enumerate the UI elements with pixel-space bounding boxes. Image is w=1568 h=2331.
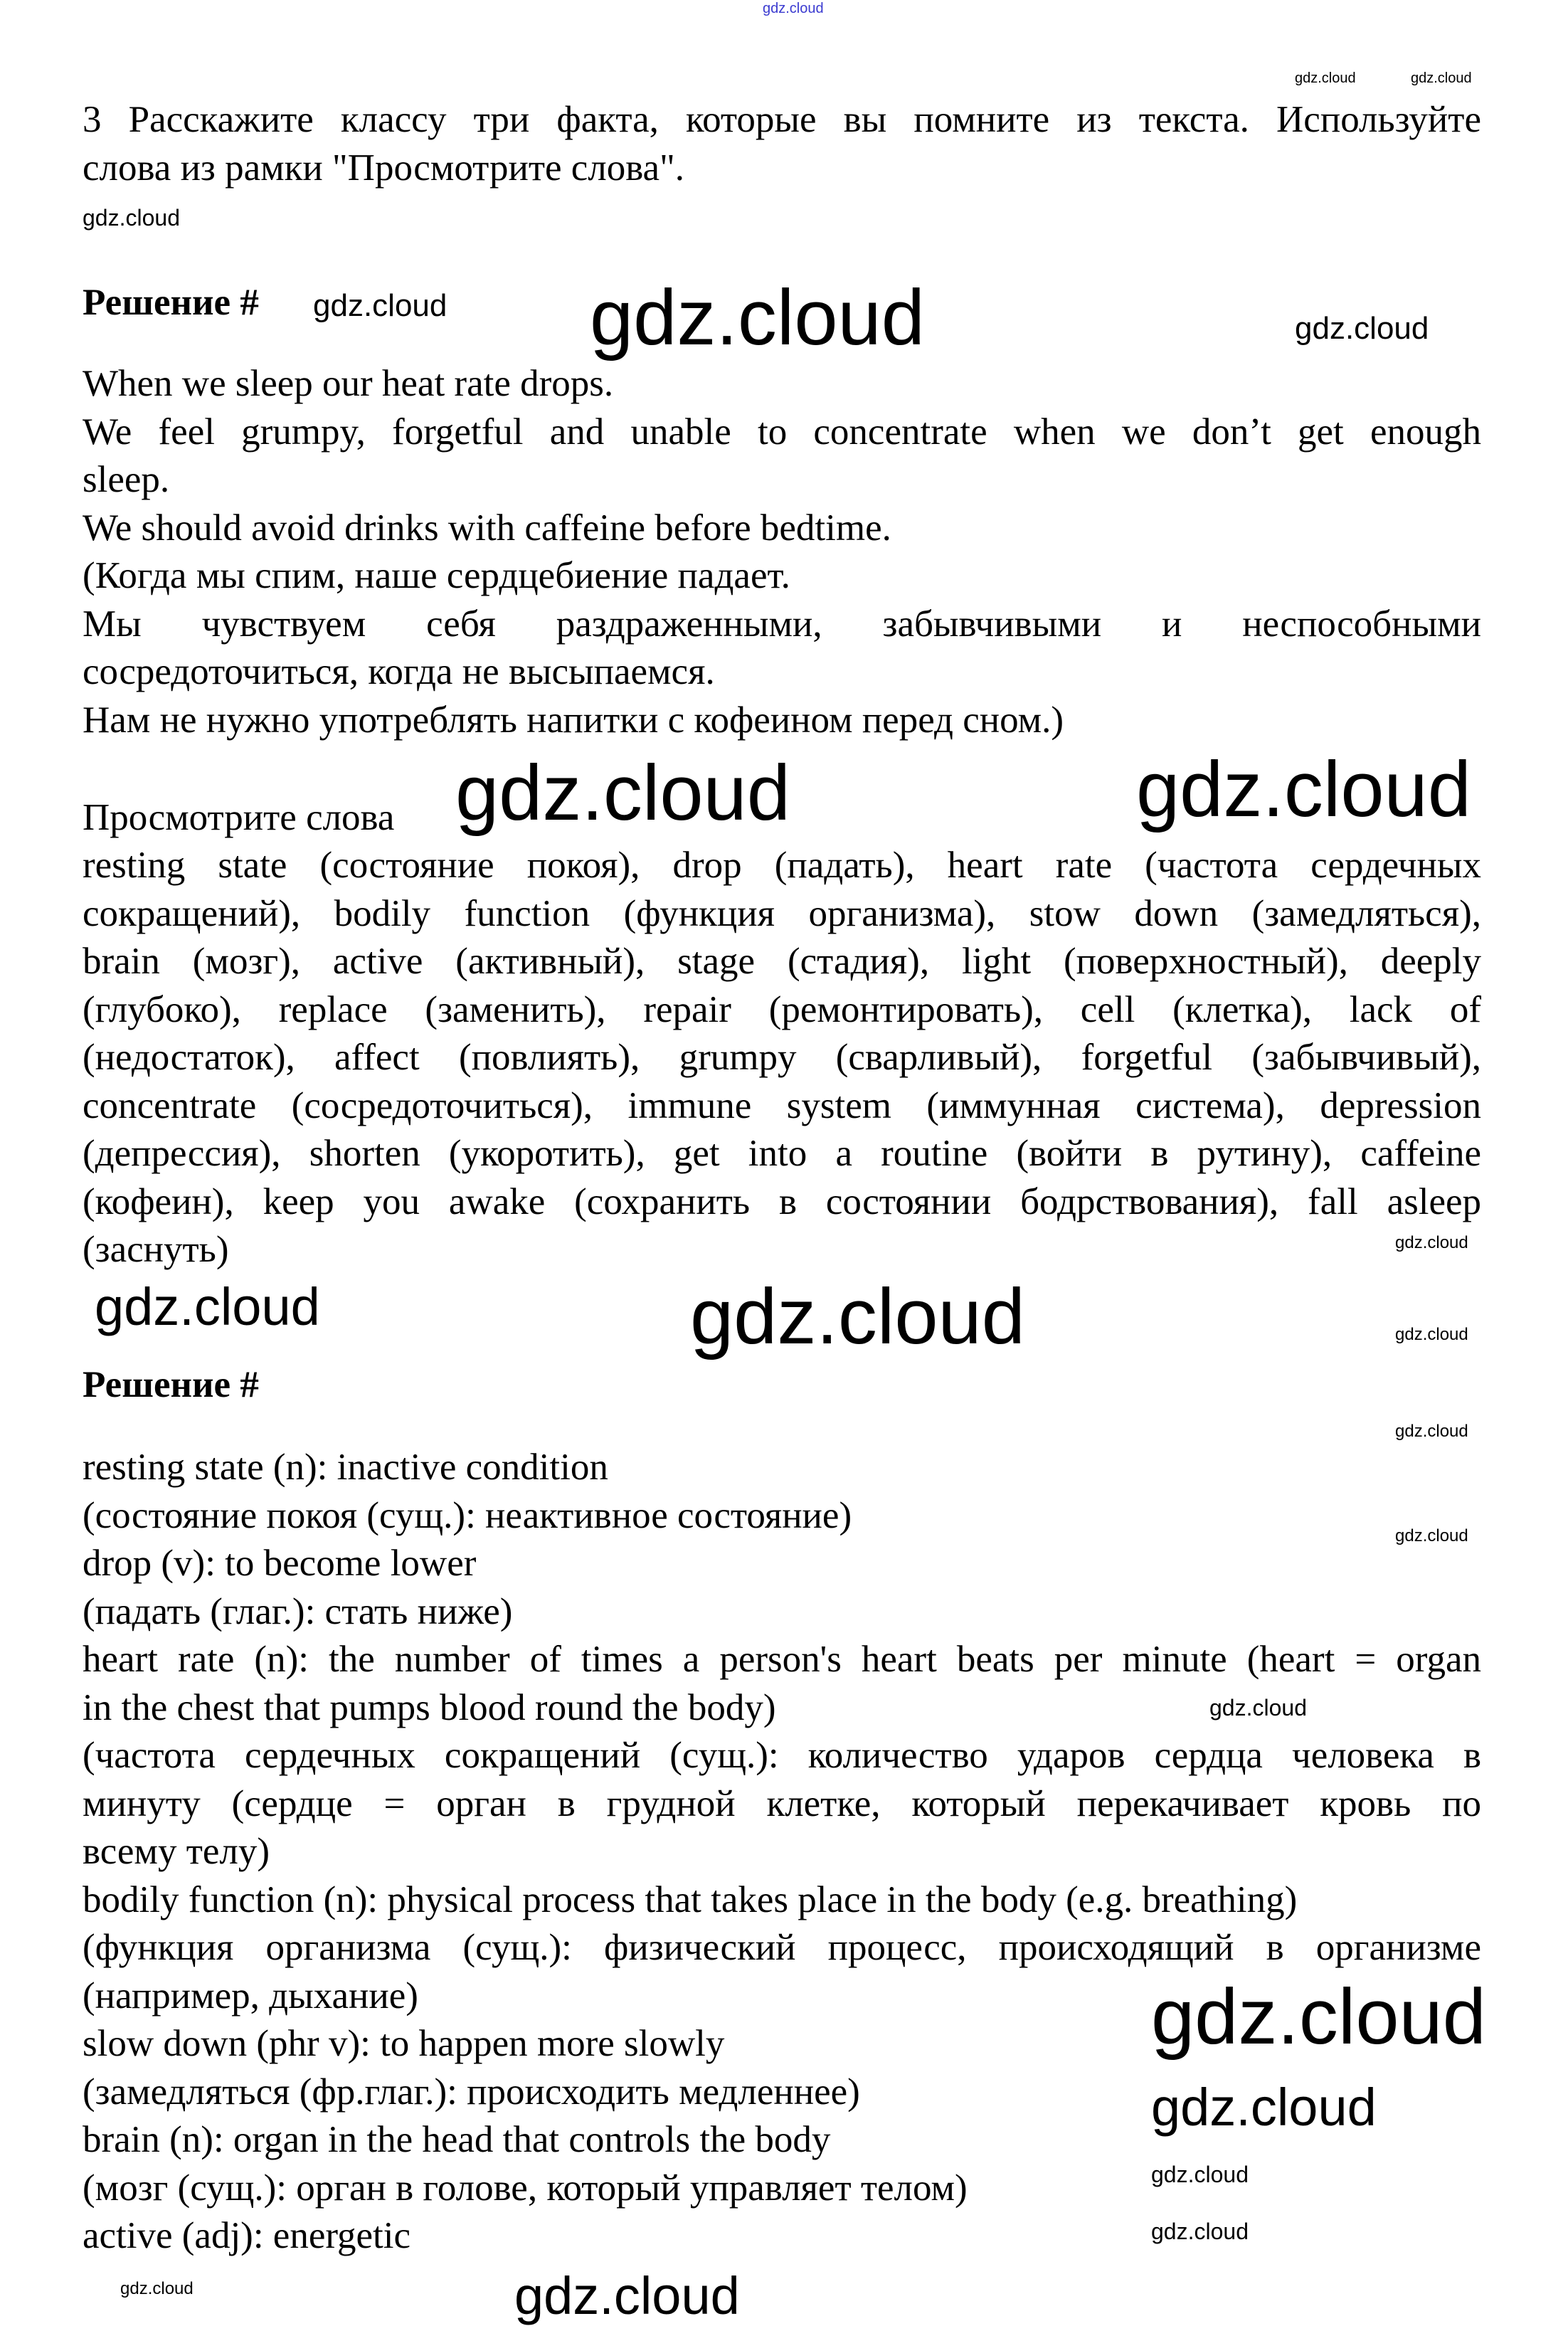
words-line: resting state (состояние покоя), drop (падать), heart rate (частота сердечных <box>83 845 1481 886</box>
watermark: gdz.cloud <box>1136 746 1471 833</box>
definition-line: heart rate (n): the number of times a person's heart beats per minute (heart = organ <box>83 1639 1481 1680</box>
watermark: gdz.cloud <box>1295 311 1429 346</box>
watermark: gdz.cloud <box>1151 2219 1249 2244</box>
words-line: (глубоко), replace (заменить), repair (ремонтировать), cell (клетка), lack of <box>83 988 1481 1030</box>
definition-line: (замедляться (фр.глаг.): происходить медленнее) <box>83 2071 860 2113</box>
watermark: gdz.cloud <box>455 749 790 837</box>
definition-line: (падать (глаг.): стать ниже) <box>83 1590 513 1632</box>
watermark: gdz.cloud <box>1395 1233 1468 1252</box>
watermark: gdz.cloud <box>1209 1695 1307 1720</box>
words-line: (депрессия), shorten (укоротить), get into a routine (войти в рутину), caffeine <box>83 1133 1481 1174</box>
text-line: sleep. <box>83 459 170 500</box>
solution-heading: Решение # <box>83 1364 259 1405</box>
definition-line: active (adj): energetic <box>83 2215 411 2256</box>
definition-line: drop (v): to become lower <box>83 1543 477 1584</box>
words-line: (заснуть) <box>83 1229 229 1270</box>
watermark: gdz.cloud <box>1395 1422 1468 1441</box>
text-line: We should avoid drinks with caffeine before bedtime. <box>83 507 891 549</box>
text-line: When we sleep our heat rate drops. <box>83 363 614 404</box>
text-line: Мы чувствуем себя раздраженными, забывчивыми и неспособными <box>83 603 1481 645</box>
task-line: 3 Расскажите классу три факта, которые вы помните из текста. Используйте <box>83 99 1481 140</box>
task-text <box>83 96 1481 192</box>
words-line: (недостаток), affect (повлиять), grumpy (сварливый), forgetful (забывчивый), <box>83 1037 1481 1078</box>
watermark: gdz.cloud <box>1151 2162 1249 2187</box>
text-line: Нам не нужно употреблять напитки с кофеином перед сном.) <box>83 699 1064 741</box>
watermark: gdz.cloud <box>690 1273 1025 1360</box>
definition-line: (функция организма (сущ.): физический процесс, происходящий в организме <box>83 1927 1481 1968</box>
solution-heading: Решение # <box>83 282 259 323</box>
watermark: gdz.cloud <box>1411 70 1472 86</box>
watermark: gdz.cloud <box>763 1 824 16</box>
task-line: слова из рамки "Просмотрите слова". <box>83 147 684 189</box>
definition-line: brain (n): organ in the head that controls the body <box>83 2119 831 2160</box>
definition-line: slow down (phr v): to happen more slowly <box>83 2023 725 2064</box>
watermark: gdz.cloud <box>1395 1325 1468 1344</box>
definition-line: (например, дыхание) <box>83 1975 418 2016</box>
watermark: gdz.cloud <box>1295 70 1356 86</box>
words-line: concentrate (сосредоточиться), immune system (иммунная система), depression <box>83 1084 1481 1126</box>
words-line: сокращений), bodily function (функция организма), stow down (замедляться), <box>83 892 1481 934</box>
definition-line: всему телу) <box>83 1831 270 1872</box>
definition-line: (состояние покоя (сущ.): неактивное состояние) <box>83 1494 852 1536</box>
words-line: brain (мозг), active (активный), stage (стадия), light (поверхностный), deeply <box>83 941 1481 982</box>
watermark: gdz.cloud <box>1151 2078 1377 2137</box>
solution-2 <box>83 1361 1481 1410</box>
text-line: We feel grumpy, forgetful and unable to concentrate when we don’t get enough <box>83 411 1481 453</box>
definition-line: (мозг (сущ.): орган в голове, который управляет телом) <box>83 2167 968 2209</box>
watermark: gdz.cloud <box>313 288 447 323</box>
watermark: gdz.cloud <box>120 2279 194 2298</box>
solution-2-text <box>83 1444 1481 2261</box>
definition-line: resting state (n): inactive condition <box>83 1447 608 1488</box>
words-line: (кофеин), keep you awake (сохранить в состоянии бодрствования), fall asleep <box>83 1180 1481 1222</box>
definition-line: минуту (сердце = орган в грудной клетке, который перекачивает кровь по <box>83 1782 1481 1824</box>
watermark: gdz.cloud <box>590 274 925 361</box>
words-box <box>83 842 1481 1274</box>
definition-line: bodily function (n): physical process that takes place in the body (e.g. breathing) <box>83 1878 1298 1920</box>
watermark: gdz.cloud <box>95 1277 320 1336</box>
words-heading: Просмотрите слова <box>83 797 395 838</box>
watermark: gdz.cloud <box>83 205 180 231</box>
watermark: gdz.cloud <box>514 2266 740 2325</box>
text-line: (Когда мы спим, наше сердцебиение падает. <box>83 555 790 596</box>
definition-line: in the chest that pumps blood round the body) <box>83 1686 776 1728</box>
text-line: сосредоточиться, когда не высыпаемся. <box>83 651 715 692</box>
watermark: gdz.cloud <box>1395 1526 1468 1545</box>
solution-1-text <box>83 360 1481 744</box>
watermark: gdz.cloud <box>1151 1973 1486 2061</box>
definition-line: (частота сердечных сокращений (сущ.): количество ударов сердца человека в <box>83 1735 1481 1776</box>
